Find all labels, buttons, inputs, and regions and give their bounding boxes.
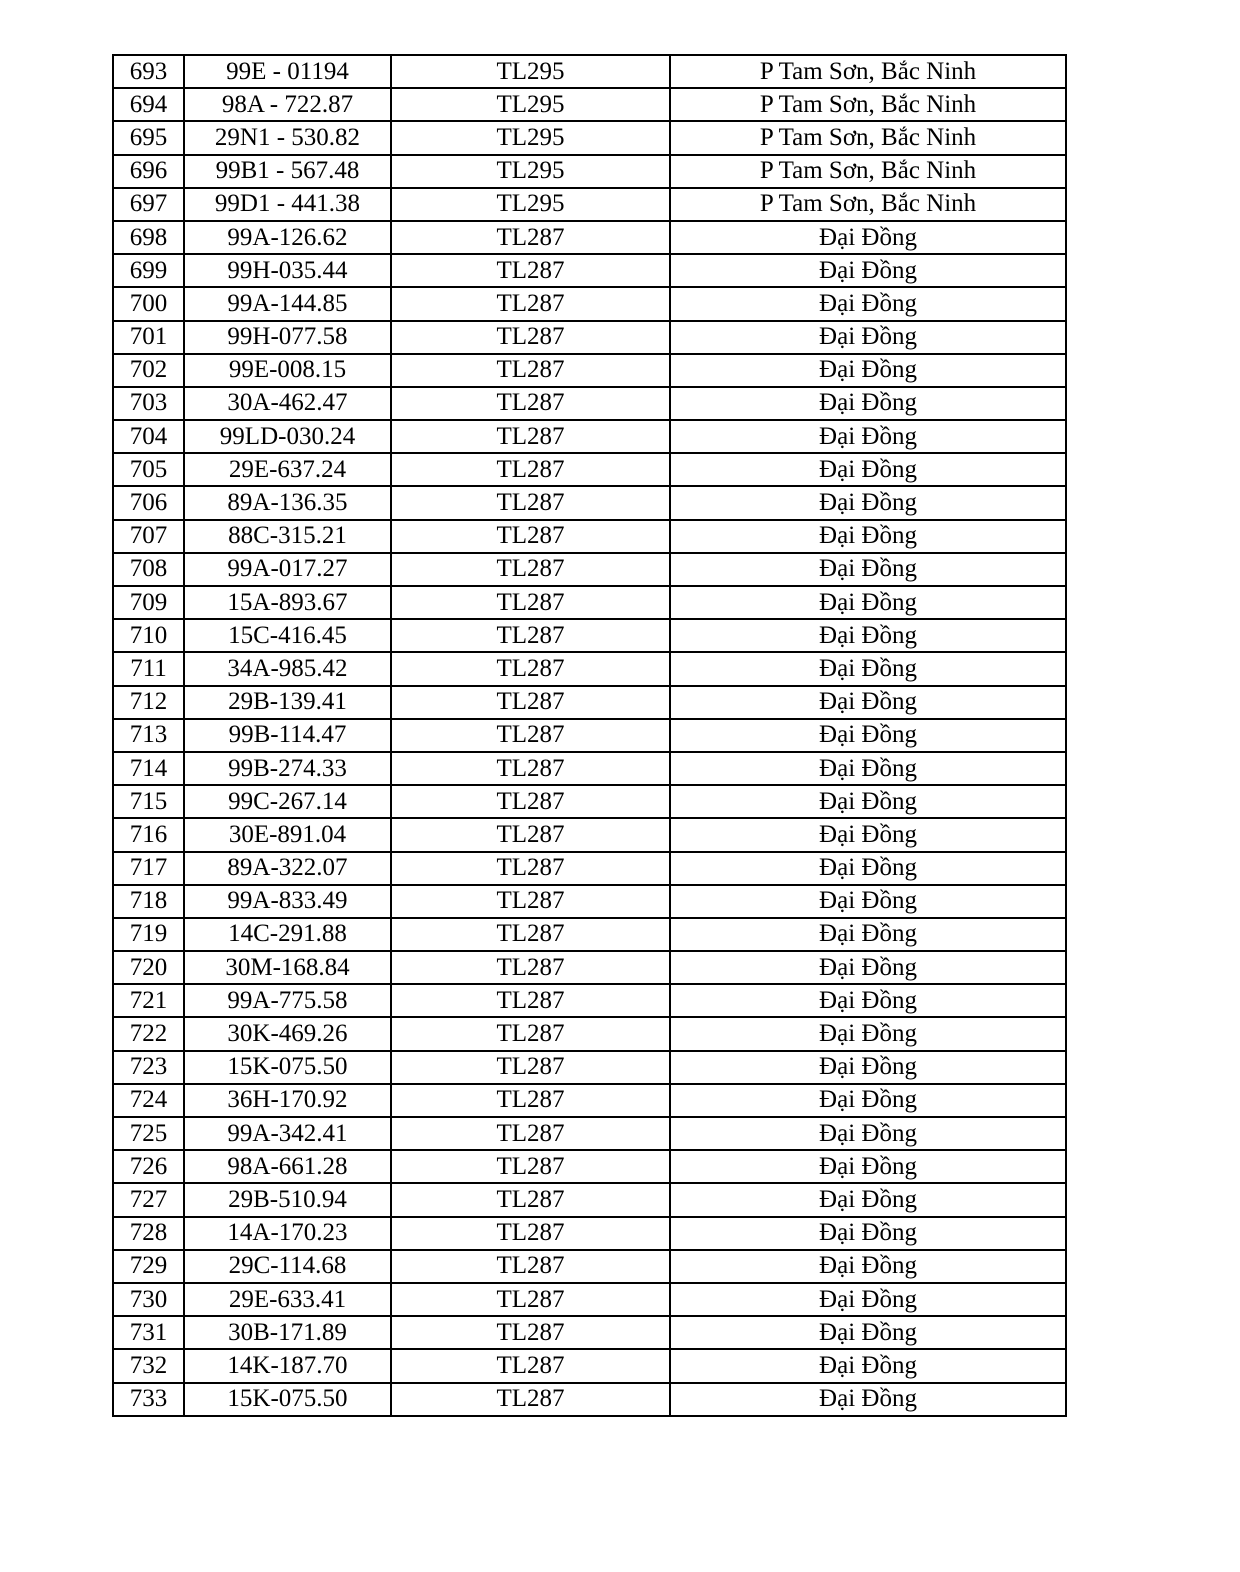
location-cell: Đại Đồng — [670, 420, 1066, 453]
table-row — [113, 486, 1066, 519]
license-plate-cell: 30B-171.89 — [184, 1316, 391, 1349]
location-cell: Đại Đồng — [670, 1150, 1066, 1183]
license-plate-cell: 89A-136.35 — [184, 486, 391, 519]
road-cell: TL287 — [391, 520, 670, 553]
location-cell: Đại Đồng — [670, 321, 1066, 354]
license-plate-cell: 99B-114.47 — [184, 719, 391, 752]
license-plate-cell: 15C-416.45 — [184, 619, 391, 652]
location-cell: Đại Đồng — [670, 652, 1066, 685]
table-row — [113, 420, 1066, 453]
location-cell: Đại Đồng — [670, 818, 1066, 851]
road-cell: TL287 — [391, 885, 670, 918]
road-cell: TL287 — [391, 387, 670, 420]
license-plate-cell: 99A-775.58 — [184, 984, 391, 1017]
table-row — [113, 553, 1066, 586]
table-row — [113, 121, 1066, 154]
location-cell: P Tam Sơn, Bắc Ninh — [670, 121, 1066, 154]
license-plate-cell: 99D1 - 441.38 — [184, 188, 391, 221]
table-row — [113, 520, 1066, 553]
location-cell: Đại Đồng — [670, 1183, 1066, 1216]
table-row — [113, 1217, 1066, 1250]
row-number-cell: 709 — [113, 586, 184, 619]
table-row — [113, 951, 1066, 984]
table-row — [113, 1383, 1066, 1416]
row-number-cell: 708 — [113, 553, 184, 586]
license-plate-cell: 99A-833.49 — [184, 885, 391, 918]
road-cell: TL287 — [391, 1283, 670, 1316]
row-number-cell: 695 — [113, 121, 184, 154]
table-row — [113, 254, 1066, 287]
row-number-cell: 731 — [113, 1316, 184, 1349]
table-row — [113, 984, 1066, 1017]
table-row — [113, 1051, 1066, 1084]
location-cell: Đại Đồng — [670, 719, 1066, 752]
table-row — [113, 719, 1066, 752]
license-plate-cell: 99H-077.58 — [184, 321, 391, 354]
table-row — [113, 686, 1066, 719]
row-number-cell: 716 — [113, 818, 184, 851]
row-number-cell: 727 — [113, 1183, 184, 1216]
row-number-cell: 710 — [113, 619, 184, 652]
row-number-cell: 717 — [113, 852, 184, 885]
road-cell: TL287 — [391, 984, 670, 1017]
row-number-cell: 733 — [113, 1383, 184, 1416]
row-number-cell: 694 — [113, 88, 184, 121]
row-number-cell: 699 — [113, 254, 184, 287]
license-plate-cell: 98A - 722.87 — [184, 88, 391, 121]
table-row — [113, 1117, 1066, 1150]
row-number-cell: 697 — [113, 188, 184, 221]
license-plate-cell: 99H-035.44 — [184, 254, 391, 287]
road-cell: TL287 — [391, 1084, 670, 1117]
road-cell: TL287 — [391, 1250, 670, 1283]
license-plate-cell: 88C-315.21 — [184, 520, 391, 553]
row-number-cell: 698 — [113, 221, 184, 254]
license-plate-cell: 99E - 01194 — [184, 55, 391, 88]
row-number-cell: 720 — [113, 951, 184, 984]
row-number-cell: 713 — [113, 719, 184, 752]
row-number-cell: 730 — [113, 1283, 184, 1316]
location-cell: Đại Đồng — [670, 785, 1066, 818]
table-row — [113, 752, 1066, 785]
road-cell: TL287 — [391, 1183, 670, 1216]
road-cell: TL287 — [391, 652, 670, 685]
row-number-cell: 704 — [113, 420, 184, 453]
road-cell: TL295 — [391, 55, 670, 88]
road-cell: TL287 — [391, 1383, 670, 1416]
location-cell: P Tam Sơn, Bắc Ninh — [670, 55, 1066, 88]
license-plate-cell: 36H-170.92 — [184, 1084, 391, 1117]
location-cell: Đại Đồng — [670, 453, 1066, 486]
license-plate-cell: 99A-342.41 — [184, 1117, 391, 1150]
location-cell: Đại Đồng — [670, 221, 1066, 254]
license-plate-cell: 98A-661.28 — [184, 1150, 391, 1183]
location-cell: Đại Đồng — [670, 520, 1066, 553]
table-row — [113, 885, 1066, 918]
license-plate-cell: 99A-017.27 — [184, 553, 391, 586]
license-plate-cell: 14K-187.70 — [184, 1349, 391, 1382]
row-number-cell: 702 — [113, 354, 184, 387]
location-cell: Đại Đồng — [670, 951, 1066, 984]
table-row — [113, 321, 1066, 354]
table-row — [113, 652, 1066, 685]
license-plate-cell: 30M-168.84 — [184, 951, 391, 984]
location-cell: Đại Đồng — [670, 852, 1066, 885]
row-number-cell: 724 — [113, 1084, 184, 1117]
location-cell: Đại Đồng — [670, 1117, 1066, 1150]
table-row — [113, 387, 1066, 420]
location-cell: Đại Đồng — [670, 1084, 1066, 1117]
location-cell: P Tam Sơn, Bắc Ninh — [670, 88, 1066, 121]
row-number-cell: 706 — [113, 486, 184, 519]
location-cell: Đại Đồng — [670, 1250, 1066, 1283]
table-row — [113, 1283, 1066, 1316]
license-plate-cell: 99B1 - 567.48 — [184, 155, 391, 188]
license-plate-cell: 99A-144.85 — [184, 287, 391, 320]
road-cell: TL287 — [391, 453, 670, 486]
road-cell: TL287 — [391, 852, 670, 885]
row-number-cell: 721 — [113, 984, 184, 1017]
location-cell: Đại Đồng — [670, 1017, 1066, 1050]
row-number-cell: 723 — [113, 1051, 184, 1084]
road-cell: TL287 — [391, 254, 670, 287]
location-cell: Đại Đồng — [670, 553, 1066, 586]
row-number-cell: 705 — [113, 453, 184, 486]
road-cell: TL295 — [391, 155, 670, 188]
table-row — [113, 818, 1066, 851]
road-cell: TL287 — [391, 1349, 670, 1382]
license-plate-cell: 29C-114.68 — [184, 1250, 391, 1283]
road-cell: TL287 — [391, 1117, 670, 1150]
license-plate-cell: 30A-462.47 — [184, 387, 391, 420]
location-cell: Đại Đồng — [670, 387, 1066, 420]
road-cell: TL295 — [391, 88, 670, 121]
location-cell: Đại Đồng — [670, 1051, 1066, 1084]
road-cell: TL287 — [391, 686, 670, 719]
location-cell: Đại Đồng — [670, 586, 1066, 619]
license-plate-cell: 99A-126.62 — [184, 221, 391, 254]
road-cell: TL287 — [391, 321, 670, 354]
location-cell: P Tam Sơn, Bắc Ninh — [670, 155, 1066, 188]
road-cell: TL287 — [391, 486, 670, 519]
table-row — [113, 785, 1066, 818]
table-row — [113, 1250, 1066, 1283]
location-cell: Đại Đồng — [670, 1316, 1066, 1349]
location-cell: Đại Đồng — [670, 619, 1066, 652]
road-cell: TL287 — [391, 287, 670, 320]
table-row — [113, 852, 1066, 885]
location-cell: Đại Đồng — [670, 686, 1066, 719]
table-row — [113, 1316, 1066, 1349]
table-row — [113, 88, 1066, 121]
table-row — [113, 155, 1066, 188]
road-cell: TL287 — [391, 719, 670, 752]
location-cell: Đại Đồng — [670, 885, 1066, 918]
road-cell: TL295 — [391, 188, 670, 221]
license-plate-cell: 14A-170.23 — [184, 1217, 391, 1250]
license-plate-cell: 89A-322.07 — [184, 852, 391, 885]
license-plate-cell: 30K-469.26 — [184, 1017, 391, 1050]
road-cell: TL287 — [391, 586, 670, 619]
table-row — [113, 1183, 1066, 1216]
location-cell: Đại Đồng — [670, 354, 1066, 387]
location-cell: Đại Đồng — [670, 287, 1066, 320]
table-row — [113, 354, 1066, 387]
license-plate-cell: 29B-510.94 — [184, 1183, 391, 1216]
table-row — [113, 1017, 1066, 1050]
table-row — [113, 1349, 1066, 1382]
table-row — [113, 586, 1066, 619]
row-number-cell: 696 — [113, 155, 184, 188]
row-number-cell: 728 — [113, 1217, 184, 1250]
row-number-cell: 714 — [113, 752, 184, 785]
row-number-cell: 725 — [113, 1117, 184, 1150]
row-number-cell: 701 — [113, 321, 184, 354]
license-plate-cell: 99E-008.15 — [184, 354, 391, 387]
road-cell: TL295 — [391, 121, 670, 154]
road-cell: TL287 — [391, 354, 670, 387]
row-number-cell: 693 — [113, 55, 184, 88]
row-number-cell: 712 — [113, 686, 184, 719]
violation-table — [112, 54, 1067, 1417]
license-plate-cell: 34A-985.42 — [184, 652, 391, 685]
location-cell: Đại Đồng — [670, 984, 1066, 1017]
table-row — [113, 1150, 1066, 1183]
row-number-cell: 729 — [113, 1250, 184, 1283]
road-cell: TL287 — [391, 918, 670, 951]
row-number-cell: 703 — [113, 387, 184, 420]
road-cell: TL287 — [391, 752, 670, 785]
location-cell: Đại Đồng — [670, 1283, 1066, 1316]
license-plate-cell: 15A-893.67 — [184, 586, 391, 619]
road-cell: TL287 — [391, 1051, 670, 1084]
road-cell: TL287 — [391, 1017, 670, 1050]
location-cell: Đại Đồng — [670, 752, 1066, 785]
row-number-cell: 700 — [113, 287, 184, 320]
license-plate-cell: 29E-637.24 — [184, 453, 391, 486]
row-number-cell: 707 — [113, 520, 184, 553]
license-plate-cell: 30E-891.04 — [184, 818, 391, 851]
row-number-cell: 719 — [113, 918, 184, 951]
row-number-cell: 718 — [113, 885, 184, 918]
license-plate-cell: 15K-075.50 — [184, 1051, 391, 1084]
location-cell: P Tam Sơn, Bắc Ninh — [670, 188, 1066, 221]
table-body — [113, 55, 1066, 1416]
road-cell: TL287 — [391, 818, 670, 851]
table-row — [113, 453, 1066, 486]
table-row — [113, 55, 1066, 88]
location-cell: Đại Đồng — [670, 486, 1066, 519]
road-cell: TL287 — [391, 951, 670, 984]
table-row — [113, 1084, 1066, 1117]
license-plate-cell: 15K-075.50 — [184, 1383, 391, 1416]
license-plate-cell: 99LD-030.24 — [184, 420, 391, 453]
license-plate-cell: 29B-139.41 — [184, 686, 391, 719]
table-row — [113, 287, 1066, 320]
license-plate-cell: 29E-633.41 — [184, 1283, 391, 1316]
license-plate-cell: 14C-291.88 — [184, 918, 391, 951]
row-number-cell: 732 — [113, 1349, 184, 1382]
row-number-cell: 726 — [113, 1150, 184, 1183]
location-cell: Đại Đồng — [670, 1217, 1066, 1250]
road-cell: TL287 — [391, 1316, 670, 1349]
table-row — [113, 918, 1066, 951]
row-number-cell: 722 — [113, 1017, 184, 1050]
row-number-cell: 715 — [113, 785, 184, 818]
location-cell: Đại Đồng — [670, 254, 1066, 287]
row-number-cell: 711 — [113, 652, 184, 685]
location-cell: Đại Đồng — [670, 1349, 1066, 1382]
license-plate-cell: 29N1 - 530.82 — [184, 121, 391, 154]
license-plate-cell: 99C-267.14 — [184, 785, 391, 818]
road-cell: TL287 — [391, 785, 670, 818]
road-cell: TL287 — [391, 619, 670, 652]
road-cell: TL287 — [391, 420, 670, 453]
table-row — [113, 221, 1066, 254]
location-cell: Đại Đồng — [670, 1383, 1066, 1416]
road-cell: TL287 — [391, 1217, 670, 1250]
road-cell: TL287 — [391, 1150, 670, 1183]
table-row — [113, 188, 1066, 221]
road-cell: TL287 — [391, 221, 670, 254]
table-row — [113, 619, 1066, 652]
location-cell: Đại Đồng — [670, 918, 1066, 951]
road-cell: TL287 — [391, 553, 670, 586]
license-plate-cell: 99B-274.33 — [184, 752, 391, 785]
